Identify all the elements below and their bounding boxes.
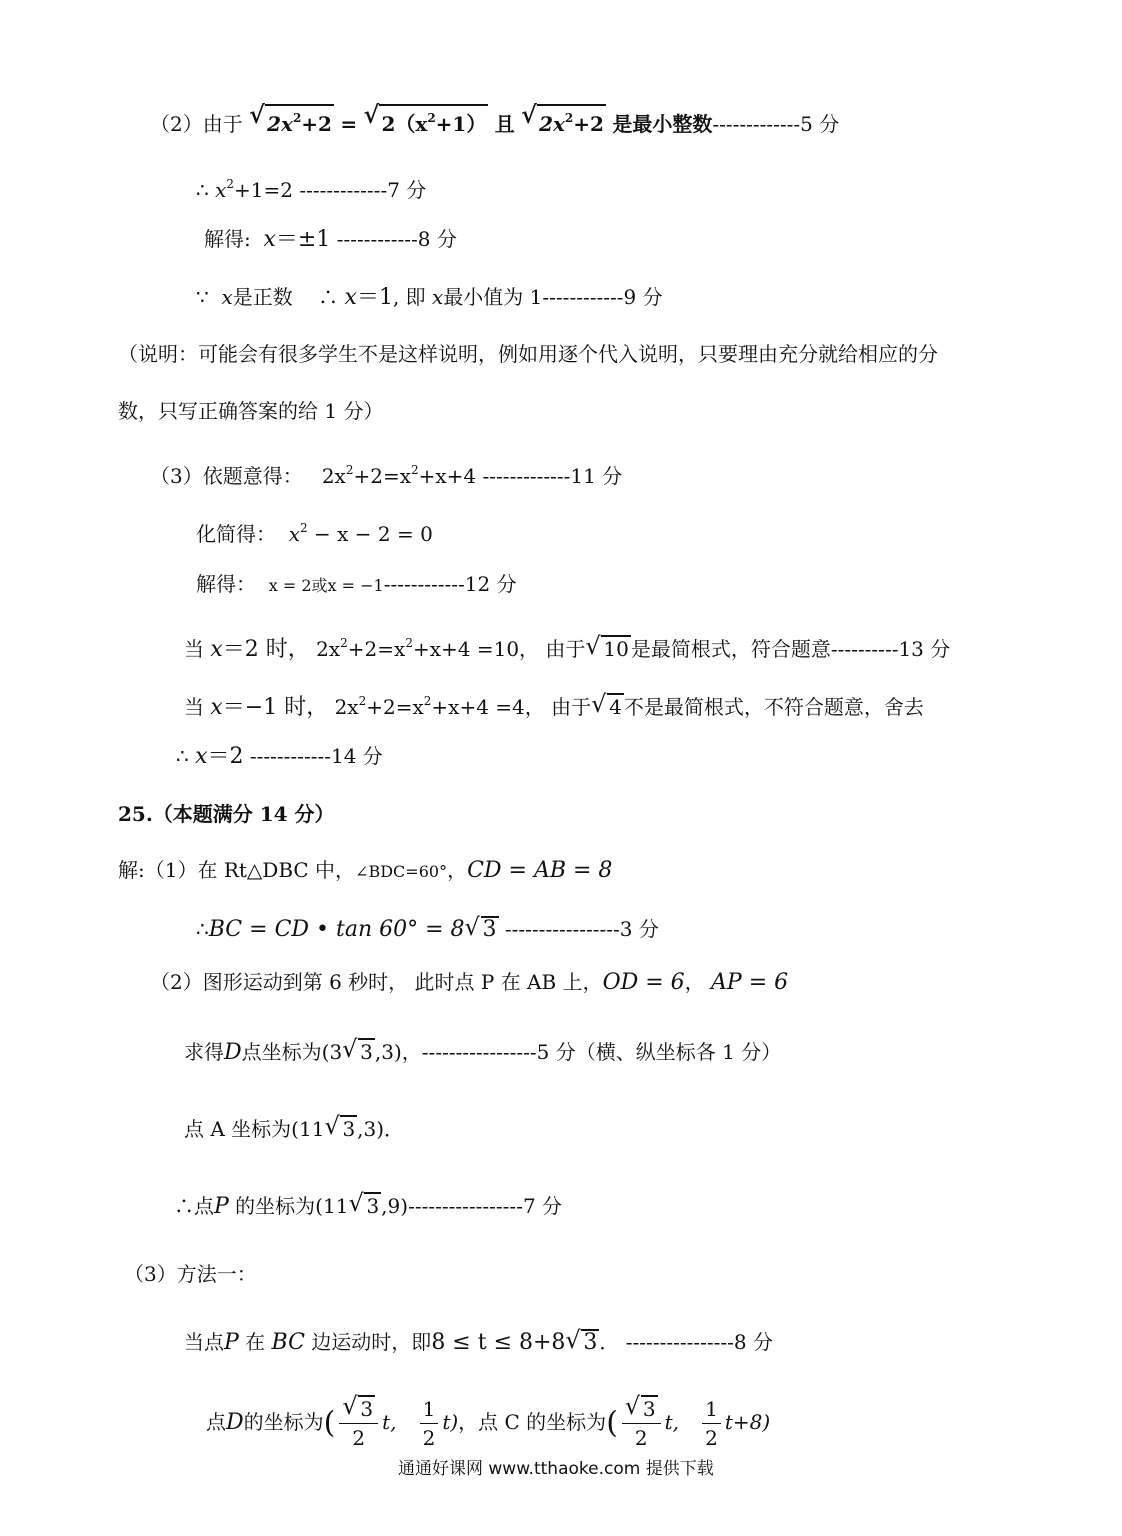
sqrt-3: √ 3 [348, 1189, 380, 1218]
fraction-sqrt3-over-2: √ 3 2 [339, 1395, 378, 1452]
line-simplify: 化简得： $x^2 - x - 2 = 0$ [196, 521, 433, 546]
line-25-part1: 解:（1）在 Rt△DBC 中，∠BDC=60°，CD = AB = 8 [118, 858, 613, 883]
sqrt-3: √ 3 [464, 913, 497, 942]
line-solve-x-2-or-minus-1: 解得： x = 2或x = −1------------12 分 [196, 572, 517, 596]
line-method-one: （3）方法一： [124, 1262, 257, 1286]
line-part2-minimal-integer: （2）由于 √ $2x^2+2$ = √ $2(x^2+1)$ 且 √ $2x^2+2$ 是最小整数-------------5 分 [150, 100, 840, 136]
line-solve-x-pm1: 解得: x＝±1 ------------8 分 [204, 227, 457, 252]
line-p-on-bc: 当点P 在 BC 边运动时，即8 ≤ t ≤ 8+8 √ 3 ． ----------------8 分 [184, 1326, 773, 1355]
line-x2-plus-1-eq-2: ∴ $x^2+1=2$ -------------7 分 [196, 177, 427, 202]
sqrt-3: √ 3 [342, 1035, 373, 1064]
line-bc-value: ∴BC = CD • tan 60° = 8 √ 3 -----------------3 分 [196, 913, 659, 942]
note-line-1: （说明：可能会有很多学生不是这样说明，例如用逐个代入说明，只要理由充分就给相应的分 [118, 342, 938, 366]
sqrt-10: √ 10 [585, 632, 629, 661]
line-case-x-minus-1: 当 x＝−1 时， $2x^2+2=x^2+x+4 =4$， 由于 √ 4 不是最简根式，不符合题意，舍去 [184, 690, 924, 720]
sqrt-2x2-plus-2-b: √ $2x^2+2$ [521, 100, 604, 136]
sqrt-4: √ 4 [591, 690, 622, 719]
sqrt-2x2-plus-2: √ $2x^2+2$ [249, 100, 332, 136]
fraction-sqrt3-over-2: √ 3 2 [622, 1395, 661, 1452]
note-line-2: 数，只写正确答案的给 1 分） [118, 399, 384, 423]
line-x-positive: ∵ x是正数 ∴ x＝1, 即 x最小值为 1------------9 分 [196, 285, 663, 310]
line-part3-equation: （3）依题意得： $2x^2+2=x^2+x+4$ -------------11 分 [150, 463, 623, 488]
fraction-one-half: $\frac{1}{2}$ [702, 1395, 721, 1452]
line-d-c-coordinates: 点D的坐标为( √ 3 2 t, $\frac{1}{2}$ t)，点 C 的坐标为( √ 3 2 t, $\frac{1}{2}$ t+8) [206, 1392, 771, 1450]
line-25-part2: （2）图形运动到第 6 秒时， 此时点 P 在 AB 上，OD = 6， AP = 6 [150, 970, 789, 995]
page-footer: 通通好课网 www.tthaoke.com 提供下载 [398, 1459, 714, 1479]
line-conclusion-x-2: ∴ x＝2 ------------14 分 [176, 744, 383, 769]
line-case-x-2: 当 x＝2 时， $2x^2+2=x^2+x+4 =10$， 由于 √ 10 是最简根式，符合题意----------13 分 [184, 632, 951, 662]
line-d-coordinates: 求得D点坐标为(3 √ 3 ,3)，-----------------5 分（横、纵坐标各 1 分） [184, 1035, 782, 1065]
sqrt-3: √ 3 [324, 1112, 356, 1141]
question-25-heading: 25.（本题满分 14 分） [118, 802, 335, 826]
line-a-coordinates: 点 A 坐标为(11 √ 3 ,3)． [184, 1112, 405, 1141]
line-p-coordinates: ∴点P 的坐标为(11 √ 3 ,9)-----------------7 分 [174, 1189, 563, 1219]
sqrt-3: √ 3 [565, 1326, 598, 1355]
fraction-one-half: $\frac{1}{2}$ [420, 1395, 439, 1452]
sqrt-2-x2-plus-1: √ $2(x^2+1)$ [363, 100, 487, 136]
